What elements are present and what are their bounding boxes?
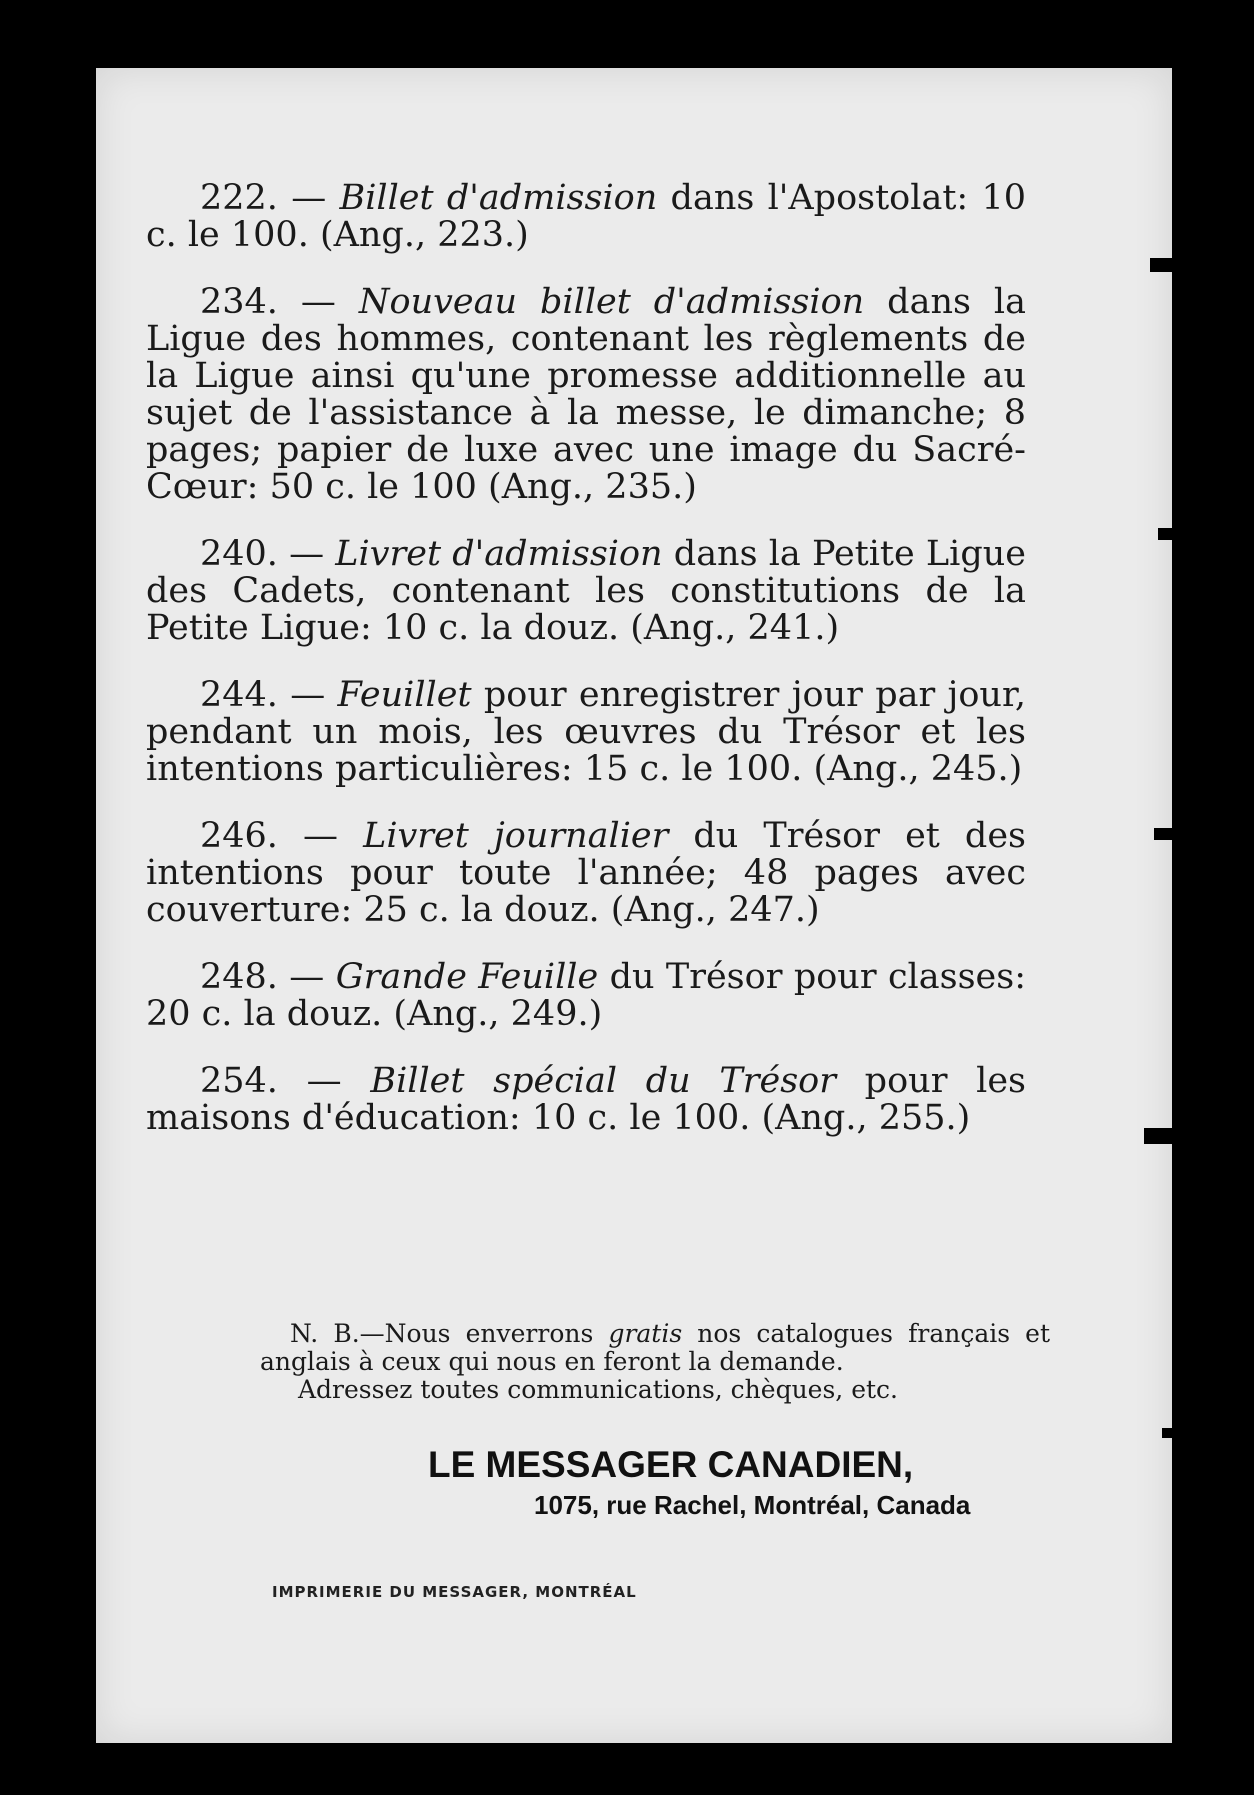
nota-bene-gratis: gratis (608, 1319, 683, 1348)
printer-imprint: IMPRIMERIE DU MESSAGER, MONTRÉAL (272, 1583, 637, 1601)
catalog-entry (146, 180, 1026, 254)
entry-text: pour enregistrer jour par jour, pendant un mois, les œuvres du Trésor et les intentions particulières: 15 c. le 100. (Ang., 245.) (146, 675, 1026, 789)
publisher-address: 1075, rue Rachel, Montréal, Canada (534, 1490, 971, 1520)
catalog-entry (146, 284, 1026, 506)
catalog-entry (146, 536, 1026, 647)
catalog-entry (146, 818, 1026, 929)
entry-title: Billet spécial du Trésor (370, 1061, 836, 1101)
torn-edge-notch (1162, 1428, 1180, 1438)
entry-text: pour les maisons d'éducation: 10 c. le 100. (Ang., 255.) (146, 1061, 1026, 1138)
entry-number: 234. — (200, 282, 359, 322)
entry-text: dans la Ligue des hommes, contenant les règlements de la Ligue ainsi qu'une promesse additionnelle au sujet de l'assistance à la messe, le dimanche; 8 pages; papier de luxe avec une image du Sacré-Cœur: 50 c. le 100 (Ang., 235.) (146, 282, 1026, 507)
entry-text: dans la Petite Ligue des Cadets, contenant les constitutions de la Petite Ligue: 10 c. la douz. (Ang., 241.) (146, 534, 1026, 648)
nota-bene (260, 1320, 1050, 1404)
entry-title: Grande Feuille (335, 957, 599, 997)
torn-edge-notch (1144, 1128, 1180, 1144)
catalog-entry (146, 1063, 1026, 1137)
torn-edge-notch (1154, 828, 1180, 840)
catalog-entry (146, 677, 1026, 788)
entry-title: Billet d'admission (339, 178, 658, 218)
nota-bene-text: nos catalogues français et anglais à ceux qui nous en feront la demande. (260, 1319, 1051, 1376)
entry-title: Feuillet (337, 675, 472, 715)
entry-text: du Trésor et des intentions pour toute l'année; 48 pages avec couverture: 25 c. la douz. (Ang., 247.) (146, 816, 1026, 930)
entry-text: du Trésor pour classes: 20 c. la douz. (Ang., 249.) (146, 957, 1026, 1034)
catalog-entries (146, 180, 1026, 1167)
entry-title: Nouveau billet d'admission (358, 282, 865, 322)
entry-number: 246. — (200, 816, 364, 856)
entry-number: 254. — (200, 1061, 371, 1101)
nota-bene-last-line: Adressez toutes communications, chèques, etc. (298, 1375, 898, 1404)
entry-number: 240. — (200, 534, 336, 574)
entry-title: Livret d'admission (335, 534, 663, 574)
entry-number: 244. — (200, 675, 338, 715)
catalog-entry (146, 959, 1026, 1033)
torn-edge-notch (1150, 258, 1180, 272)
entry-text: dans l'Apostolat: 10 c. le 100. (Ang., 223.) (146, 178, 1026, 255)
nota-bene-prefix: N. B.—Nous enverrons (290, 1319, 609, 1348)
entry-number: 248. — (200, 957, 336, 997)
torn-edge-notch (1158, 528, 1180, 540)
entry-number: 222. — (200, 178, 340, 218)
publisher-name: LE MESSAGER CANADIEN, (428, 1444, 914, 1485)
entry-title: Livret journalier (363, 816, 669, 856)
